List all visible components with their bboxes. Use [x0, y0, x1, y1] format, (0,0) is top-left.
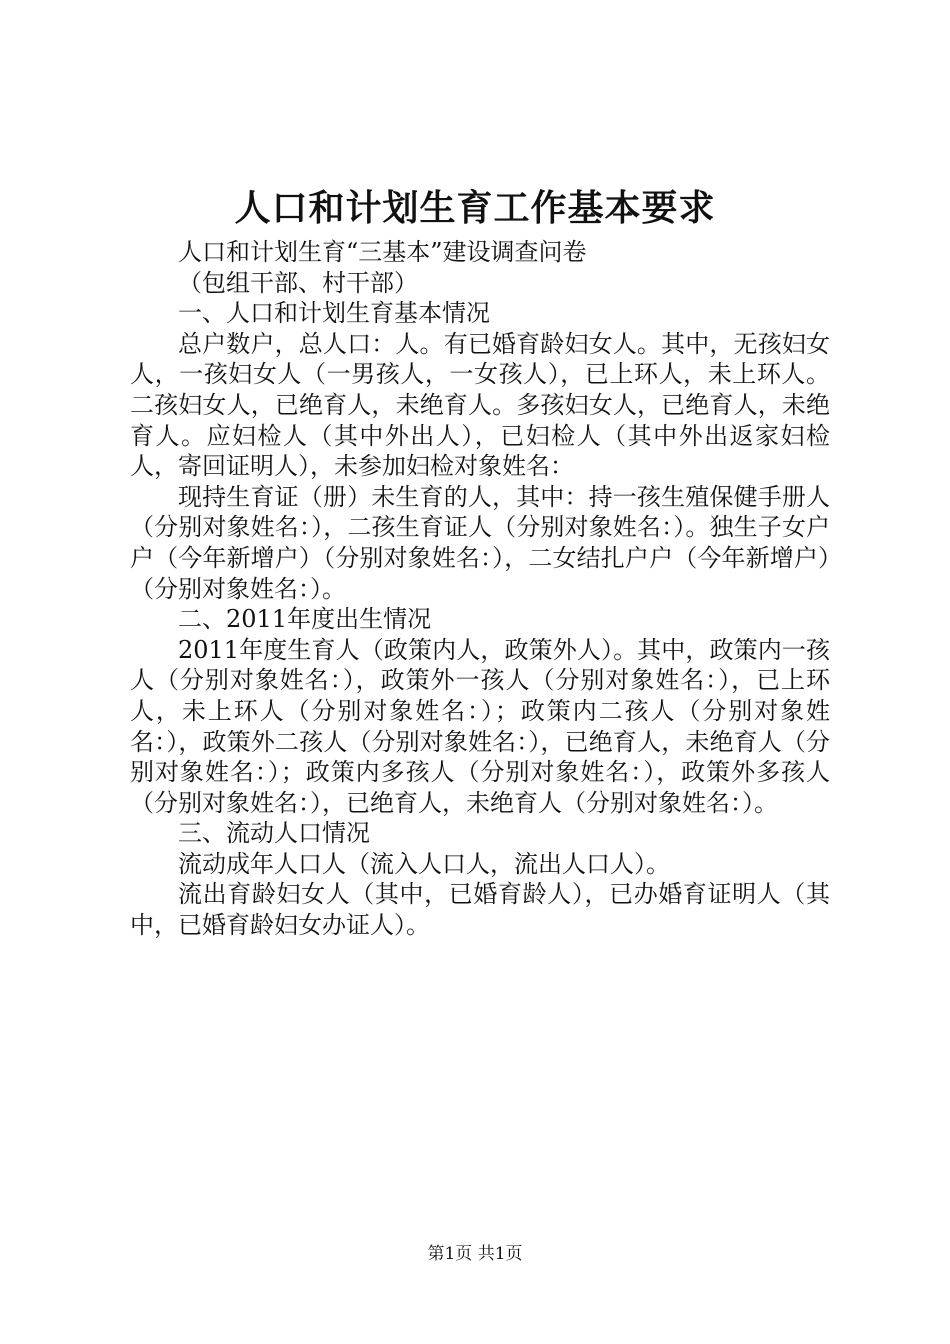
paragraph-floating-population: 流动成年人口人（流入人口人，流出人口人）。 — [178, 849, 670, 878]
paragraph-outflow-women: 流出育龄妇女人（其中，已婚育龄人），已办婚育证明人（其中，已婚育龄妇女办证人）。 — [130, 880, 830, 940]
paragraph-population: 总户数户，总人口：人。有已婚育龄妇女人。其中，无孩妇女人，一孩妇女人（一男孩人，一女孩人），已上环人，未上环人。二孩妇女人，已绝育人，未绝育人。多孩妇女人，已绝育人，未绝育人。应妇检人（其中外出人），已妇检人（其中外出返家妇检人，寄回证明人），未参加妇检对象姓名： — [130, 329, 830, 481]
page-footer: 第1页 共1页 — [427, 1244, 523, 1264]
paragraph-births: 2011年度生育人（政策内人，政策外人）。其中，政策内一孩人（分别对象姓名：），政策外一孩人（分别对象姓名：），已上环人，未上环人（分别对象姓名：）；政策内二孩人（分别对象姓名：），政策外二孩人（分别对象姓名：），已绝育人，未绝育人（分别对象姓名：）；政策内多孩人（分别对象姓名：），政策外多孩人（分别对象姓名：），已绝育人，未绝育人（分别对象姓名：）。 — [130, 635, 830, 817]
section-heading-births: 二、2011年度出生情况 — [178, 605, 432, 634]
questionnaire-title: 人口和计划生育“三基本”建设调查问卷 — [178, 238, 587, 266]
questionnaire-audience: （包组干部、村干部） — [178, 268, 418, 297]
document-title: 人口和计划生育工作基本要求 — [234, 187, 716, 229]
paragraph-certificates: 现持生育证（册）未生育的人，其中：持一孩生殖保健手册人（分别对象姓名：），二孩生育证人（分别对象姓名：）。独生子女户户（今年新增户）（分别对象姓名：），二女结扎户户（今年新增户）（分别对象姓名：）。 — [130, 482, 830, 603]
section-heading-basic: 一、人口和计划生育基本情况 — [178, 299, 490, 328]
document-body — [130, 237, 830, 941]
section-heading-floating: 三、流动人口情况 — [178, 819, 370, 848]
